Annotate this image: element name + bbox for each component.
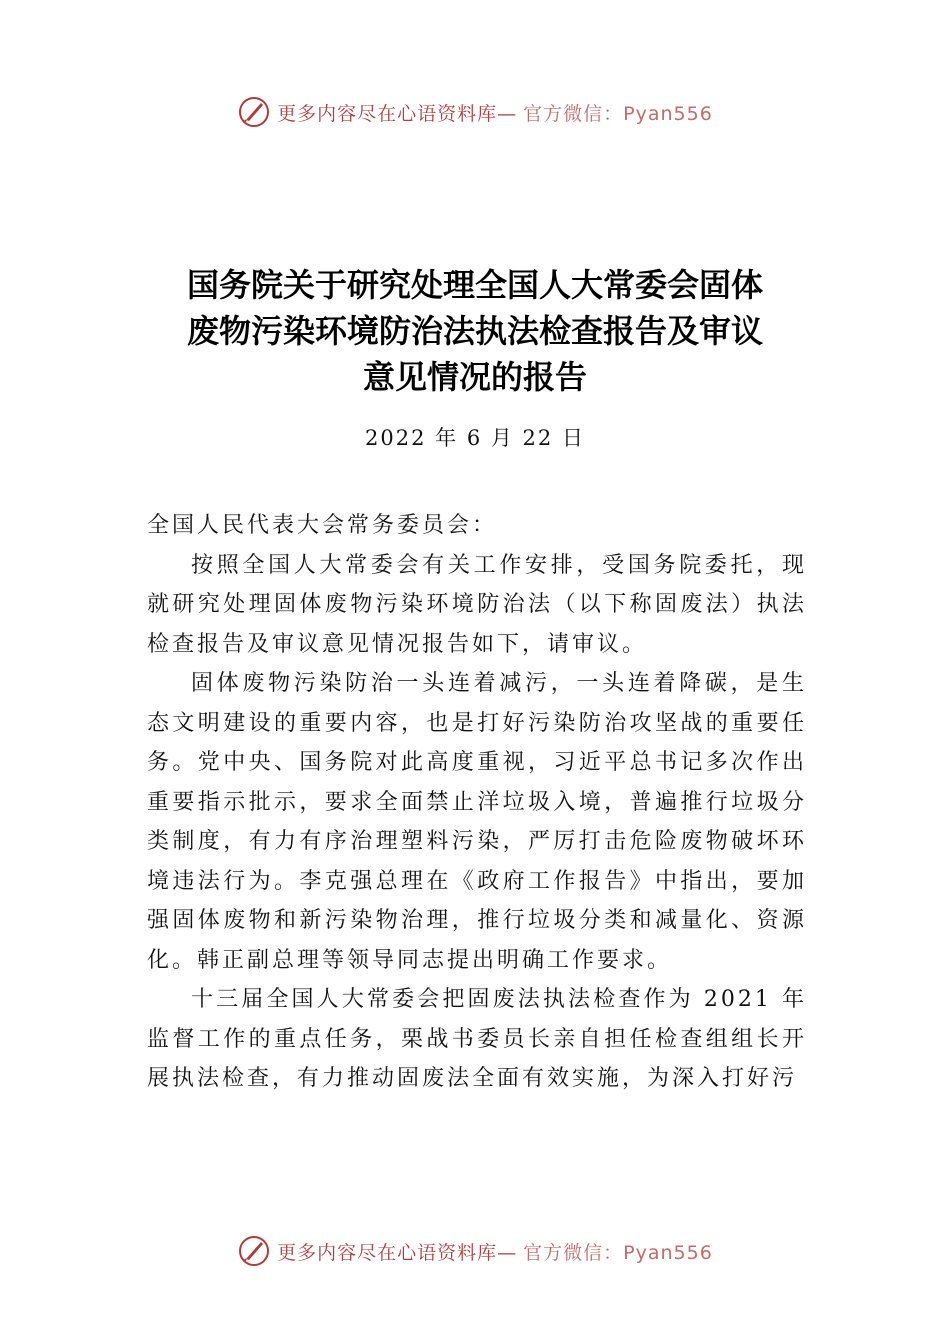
watermark-text: 更多内容尽在心语资料库— xyxy=(277,1241,518,1264)
title-line: 意见情况的报告 xyxy=(362,358,587,396)
watermark-footer xyxy=(0,1234,950,1268)
body-paragraph: 固体废物污染防治一头连着减污，一头连着降碳，是生态文明建设的重要内容，也是打好污染防治攻坚战的重要任务。党中央、国务院对此高度重视，习近平总书记多次作出重要指示批示，要求全面禁止洋垃圾入境，普遍推行垃圾分类制度，有力有序治理塑料污染，严厉打击危险废物破坏环境违法行为。李克强总理在《政府工作报告》中指出，要加强固体废物和新污染物治理，推行垃圾分类和减量化、资源化。韩正副总理等领导同志提出明确工作要求。 xyxy=(147,671,807,973)
document-date: 2022 年 6 月 22 日 xyxy=(365,426,585,450)
watermark-wechat: 官方微信：Pyan556 xyxy=(523,102,713,125)
watermark-wechat: 官方微信：Pyan556 xyxy=(523,1241,713,1264)
body-paragraph: 十三届全国人大常委会把固废法执法检查作为 2021 年监督工作的重点任务，栗战书委员长亲自担任检查组组长开展执法检查，有力推动固废法全面有效实施，为深入打好污 xyxy=(147,987,807,1091)
title-line: 国务院关于研究处理全国人大常委会固体 xyxy=(186,266,763,304)
document-title xyxy=(120,262,830,400)
quill-seal-icon xyxy=(237,95,271,129)
watermark-header xyxy=(0,95,950,129)
salutation: 全国人民代表大会常务委员会： xyxy=(147,513,498,538)
quill-seal-icon xyxy=(237,1234,271,1268)
document-body xyxy=(147,506,807,1099)
title-line: 废物污染环境防治法执法检查报告及审议 xyxy=(186,312,763,350)
body-paragraph: 按照全国人大常委会有关工作安排，受国务院委托，现就研究处理固体废物污染环境防治法（以下称固废法）执法检查报告及审议意见情况报告如下，请审议。 xyxy=(147,552,807,657)
watermark-text: 更多内容尽在心语资料库— xyxy=(277,102,518,125)
